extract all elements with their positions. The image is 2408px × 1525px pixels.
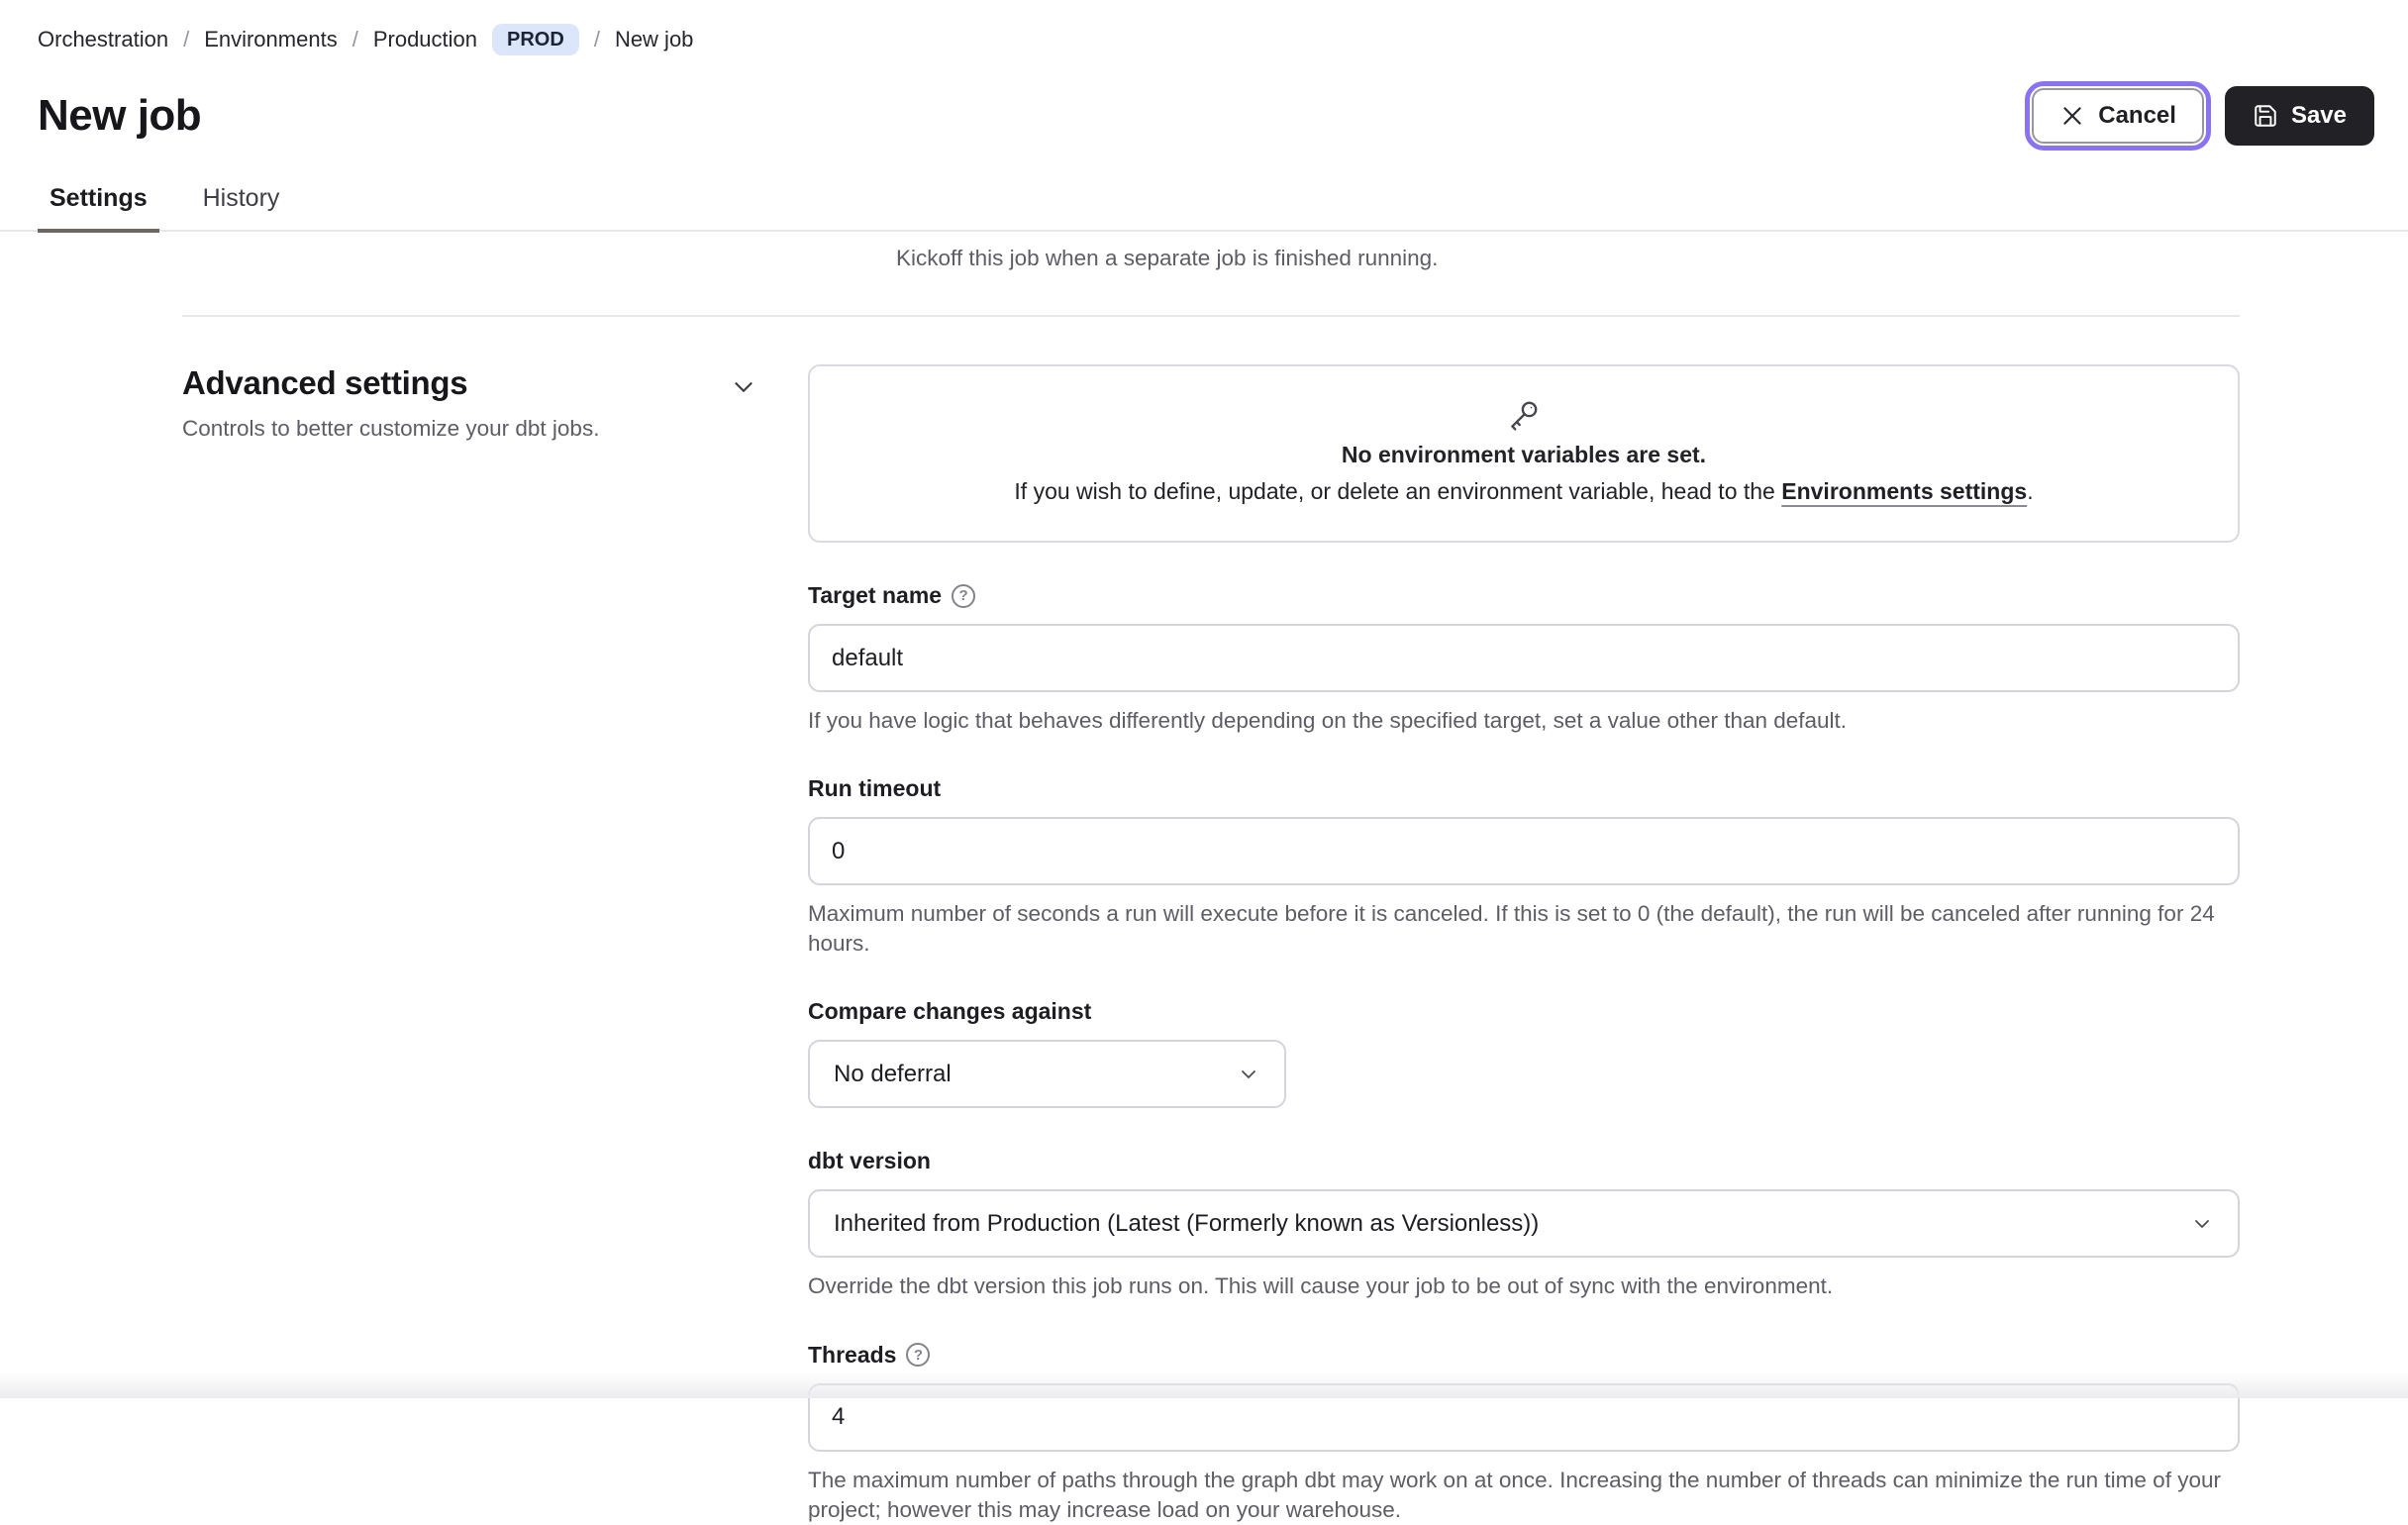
env-vars-empty-description: [850, 478, 2198, 505]
advanced-settings-section: [182, 364, 2240, 1525]
environments-settings-link[interactable]: Environments settings: [1781, 478, 2028, 504]
threads-helper-text: The maximum number of paths through the graph dbt may work on at once. Increasing the number of threads can minimize the run time of your project; however this may increase load on your warehouse.: [808, 1467, 2221, 1522]
breadcrumb-item-production[interactable]: Production: [372, 27, 478, 51]
env-vars-description-suffix: .: [2027, 478, 2034, 504]
field-dbt-version: [808, 1148, 2240, 1301]
x-icon: [2059, 103, 2085, 129]
tab-history[interactable]: History: [202, 184, 280, 212]
page-header: [38, 81, 2374, 151]
run-timeout-label: Run timeout: [808, 775, 942, 802]
target-name-label: Target name: [808, 582, 943, 608]
field-threads: [808, 1342, 2240, 1525]
key-icon: [1505, 396, 1543, 434]
chevron-down-icon: [2190, 1212, 2214, 1236]
breadcrumb-separator: /: [593, 27, 600, 51]
advanced-settings-info: [182, 364, 808, 442]
target-name-helper-text: If you have logic that behaves differently depending on the specified target, set a value other than default.: [808, 708, 1848, 733]
header-actions: [2025, 81, 2374, 151]
breadcrumb-item-orchestration[interactable]: Orchestration: [38, 27, 169, 51]
env-vars-empty-title: No environment variables are set.: [1341, 442, 1707, 467]
save-button-label: Save: [2290, 102, 2347, 129]
compare-changes-label: Compare changes against: [808, 998, 1092, 1025]
compare-changes-select[interactable]: [808, 1040, 1286, 1108]
target-name-input[interactable]: [808, 624, 2240, 692]
section-collapse-toggle[interactable]: [729, 372, 758, 402]
section-divider: [182, 315, 2240, 317]
help-circle-icon[interactable]: ?: [952, 584, 975, 608]
env-vars-description-prefix: If you wish to define, update, or delete an environment variable, head to the: [1014, 478, 1782, 504]
cancel-button-focus-ring: [2025, 81, 2211, 151]
breadcrumb: [38, 24, 2374, 55]
tab-bar: [0, 184, 2408, 232]
kickoff-help-text: Kickoff this job when a separate job is finished running.: [896, 246, 1439, 270]
breadcrumb-separator: /: [183, 27, 190, 51]
page-title: New job: [38, 91, 202, 140]
top-bar: [0, 0, 2408, 151]
cancel-button[interactable]: [2032, 88, 2204, 144]
field-run-timeout: [808, 775, 2240, 959]
chevron-down-icon: [1237, 1063, 1260, 1086]
dbt-version-label: dbt version: [808, 1148, 931, 1174]
save-button[interactable]: [2225, 86, 2374, 146]
advanced-settings-title: Advanced settings: [182, 364, 468, 401]
chevron-down-icon: [729, 372, 758, 402]
run-timeout-input[interactable]: [808, 817, 2240, 885]
threads-label: Threads: [808, 1341, 897, 1368]
cancel-button-label: Cancel: [2098, 102, 2176, 129]
breadcrumb-separator: /: [351, 27, 358, 51]
dbt-version-select[interactable]: [808, 1189, 2240, 1258]
advanced-settings-form: [808, 364, 2240, 1525]
field-compare-changes: [808, 998, 2240, 1108]
compare-changes-selected-value: No deferral: [834, 1060, 952, 1087]
dbt-version-selected-value: Inherited from Production (Latest (Formerly known as Versionless)): [834, 1209, 1540, 1237]
tab-settings[interactable]: Settings: [38, 184, 159, 233]
prod-environment-badge: PROD: [492, 24, 579, 55]
advanced-settings-subtitle: Controls to better customize your dbt jobs.: [182, 416, 600, 441]
help-circle-icon[interactable]: ?: [906, 1343, 930, 1367]
dbt-version-helper-text: Override the dbt version this job runs on. This will cause your job to be out of sync with the environment.: [808, 1273, 1834, 1299]
environment-variables-panel: [808, 364, 2240, 543]
field-target-name: [808, 582, 2240, 736]
floppy-disk-icon: [2253, 103, 2278, 129]
bottom-scroll-fade: [0, 1372, 2408, 1398]
run-timeout-helper-text: Maximum number of seconds a run will execute before it is canceled. If this is set to 0 (the default), the run will be canceled after running for 24 hours.: [808, 901, 2215, 957]
breadcrumb-item-new-job: New job: [614, 27, 694, 51]
breadcrumb-item-environments[interactable]: Environments: [204, 27, 338, 51]
